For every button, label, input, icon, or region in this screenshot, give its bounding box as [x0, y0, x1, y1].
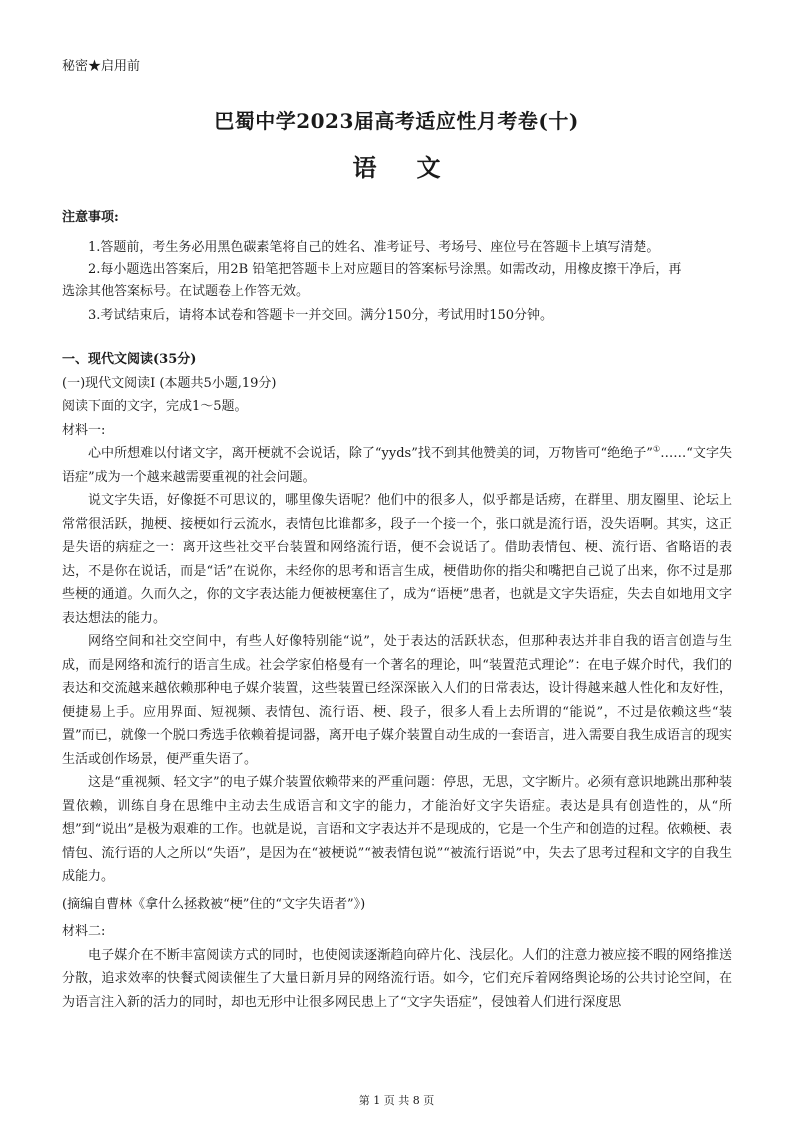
- paragraph-3: 网络空间和社交空间中，有些人好像特别能“说”，处于表达的活跃状态，但那种表达并非自我的语言创造与生成，而是网络和流行的语言生成。社会学家伯格曼有一个著名的理论，叫“装置范式理论”：在电子媒介时代，我们的表达和交流越来越依赖那种电子媒介装置，这些装置已经深深嵌入人们的日常表达，设计得越来越人性化和友好性，便捷易上手。应用界面、短视频、表情包、流行语、梗、段子，很多人看上去所谓的“能说”，不过是依赖这些“装置”而已，就像一个脱口秀选手依赖着提词器，离开电子媒介装置自动生成的一套语言，进入需要自我生成语言的现实生活或创作场景，便严重失语了。: [62, 634, 732, 767]
- exam-title: 巴蜀中学2023届高考适应性月考卷(十): [214, 109, 579, 133]
- notice-item-3: 3.考试结束后，请将本试卷和答题卡一并交回。满分150分，考试用时150分钟。: [88, 308, 554, 323]
- confidential-label: 秘密★启用前: [62, 59, 141, 74]
- page-number: 第 1 页 共 8 页: [358, 1094, 435, 1107]
- footnote-marker: ①: [652, 444, 661, 454]
- notice-item-2-line-2: 选涂其他答案标号。在试题卷上作答无效。: [62, 284, 310, 299]
- source-citation: (摘编自曹林《拿什么拯救被“梗”住的“文字失语者”》): [62, 896, 366, 912]
- paragraph-4: 这是“重视频、轻文字”的电子媒介装置依赖带来的严重问题：停思，无思，文字断片。必须有意识地跳出那种装置依赖，训练自身在思维中主动去生成语言和文字的能力，才能治好文字失语症。表达是具有创造性的，从“所想”到“说出”是极为艰难的工作。也就是说，言语和文字表达并不是现成的，它是一个生产和创造的过程。依赖梗、表情包、流行语的人之所以“失语”，是因为在“被梗说”“被表情包说”“被流行语说”中，失去了思考过程和文字的自我生成能力。: [62, 775, 732, 884]
- notice-item-1: 1.答题前，考生务必用黑色碳素笔将自己的姓名、准考证号、考场号、座位号在答题卡上填写清楚。: [88, 240, 660, 255]
- material-2-label: 材料二:: [62, 924, 106, 939]
- notice-heading: 注意事项:: [62, 210, 119, 225]
- paragraph-1-text-a: 心中所想难以付诸文字，离开梗就不会说话，除了“yyds”找不到其他赞美的词，万物皆可“绝绝子”: [88, 446, 653, 461]
- notice-item-2-line-1: 2.每小题选出答案后，用2B 铅笔把答题卡上对应题目的答案标号涂黑。如需改动，用橡皮擦干净后，再: [88, 262, 682, 277]
- material-1-label: 材料一:: [62, 422, 106, 438]
- reading-instruction: 阅读下面的文字，完成1～5题。: [62, 399, 248, 414]
- subsection-heading: (一)现代文阅读Ⅰ (本题共5小题,19分): [62, 375, 277, 391]
- paragraph-1-text-b: ……“文字失语症”成为一个越来越需要重视的社会问题。: [62, 446, 732, 485]
- paragraph-2: 说文字失语，好像挺不可思议的，哪里像失语呢？他们中的很多人，似乎都是话痨，在群里、朋友圈里、论坛上常常很活跃，抛梗、接梗如行云流水，表情包比谁都多，段子一个接一个，张口就是流行语，没失语啊。其实，这正是失语的病症之一：离开这些社交平台装置和网络流行语，便不会说话了。借助表情包、梗、流行语、省略语的表达，不是你在说话，而是“话”在说你，未经你的思考和语言生成，梗借助你的指尖和嘴把自己说了出来，你不过是那些梗的通道。久而久之，你的文字表达能力便被梗塞住了，成为“语梗”患者，也就是文字失语症，失去自如地用文字表达想法的能力。: [62, 493, 732, 626]
- section-heading: 一、现代文阅读(35分): [62, 352, 197, 367]
- paragraph-1: [62, 442, 732, 489]
- subject-title: 语文: [352, 153, 481, 182]
- paragraph-5: 电子媒介在不断丰富阅读方式的同时，也使阅读逐渐趋向碎片化、浅层化。人们的注意力被应接不暇的网络推送分散，追求效率的快餐式阅读催生了大量日新月异的网络流行语。如今，它们充斥着网络舆论场的公共讨论空间，在为语言注入新的活力的同时，却也无形中让很多网民患上了“文字失语症”，侵蚀着人们进行深度思: [62, 947, 732, 1010]
- reading-section: [62, 348, 732, 1014]
